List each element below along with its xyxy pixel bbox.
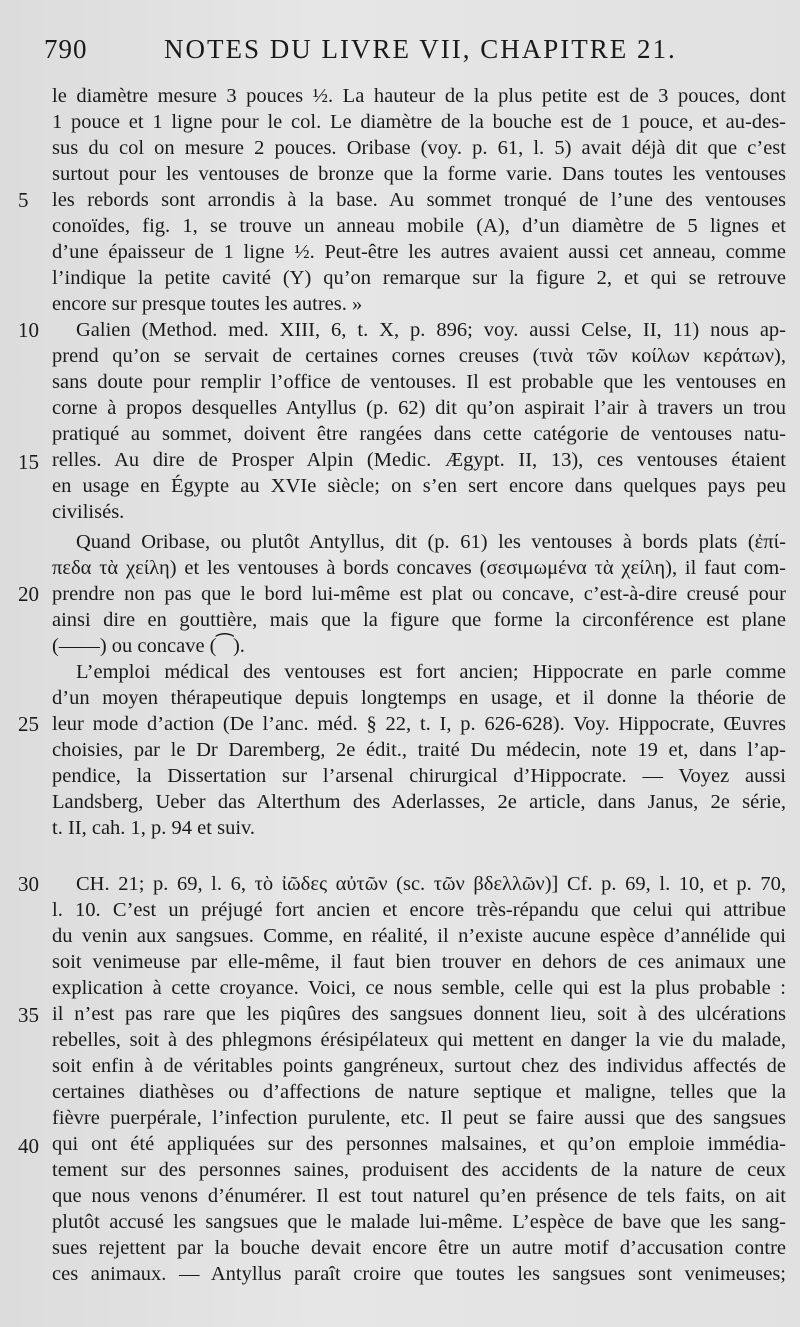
- text-line: d’un moyen thérapeutique depuis longtemps en usage, et il donne la théorie de: [52, 687, 786, 709]
- running-title: NOTES DU LIVRE VII, CHAPITRE 21.: [164, 34, 677, 64]
- text-line: ainsi dire en gouttière, mais que la figure que forme la circonférence est plane: [52, 609, 786, 631]
- text-line: corne à propos desquelles Antyllus (p. 62) dit qu’on aspirait l’air à travers un trou: [52, 397, 786, 419]
- text-line: t. II, cah. 1, p. 94 et suiv.: [52, 817, 256, 839]
- text-line: en usage en Égypte au XVIe siècle; on s’en sert encore dans quelques pays peu: [52, 475, 786, 497]
- text-line: sans doute pour remplir l’office de ventouses. Il est probable que les ventouses en: [52, 371, 786, 393]
- text-line: Galien (Method. med. XIII, 6, t. X, p. 896; voy. aussi Celse, II, 11) nous ap-: [76, 319, 786, 341]
- text-line: pendice, la Dissertation sur l’arsenal chirurgical d’Hippocrate. — Voyez aussi: [52, 765, 786, 787]
- text-line: fièvre puerpérale, l’infection purulente, etc. Il peut se faire aussi que des sangsues: [52, 1107, 786, 1129]
- text-line: πεδα τὰ χείλη) et les ventouses à bords concaves (σεσιμωμένα τὰ χείλη), il faut com-: [52, 557, 786, 579]
- line-number: 20: [18, 582, 39, 606]
- text-line: 1 pouce et 1 ligne pour le col. Le diamètre de la bouche est de 1 pouce, et au-des-: [52, 111, 786, 133]
- text-line: que nous venons d’énumérer. Il est tout naturel qu’en présence de tels faits, on ait: [52, 1185, 786, 1207]
- text-line: pratiqué au sommet, doivent être rangées dans cette catégorie de ventouses natu-: [52, 423, 786, 445]
- text-line: ces animaux. — Antyllus paraît croire que toutes les sangsues sont venimeuses;: [52, 1263, 786, 1285]
- text-line: du venin aux sangsues. Comme, en réalité, il n’existe aucune espèce d’annélide qui: [52, 925, 786, 947]
- text-line: prend qu’on se servait de certaines cornes creuses (τινὰ τῶν κοίλων κεράτων),: [52, 345, 786, 367]
- line-number: 10: [18, 318, 39, 342]
- text-line: l. 10. C’est un préjugé fort ancien et encore très-répandu que celui qui attribue: [52, 899, 786, 921]
- text-line: l’indique la petite cavité (Y) qu’on remarque sur la figure 2, et qui se retrouve: [52, 267, 786, 289]
- text-line: leur mode d’action (De l’anc. méd. § 22, t. I, p. 626-628). Voy. Hippocrate, Œuvres: [52, 713, 786, 735]
- line-number: 30: [18, 872, 39, 896]
- text-line: le diamètre mesure 3 pouces ½. La hauteur de la plus petite est de 3 pouces, dont: [52, 85, 786, 107]
- text-line: certaines diathèses ou d’affections de nature septique et maligne, telles que la: [52, 1081, 786, 1103]
- text-line: choisies, par le Dr Daremberg, 2e édit., traité Du médecin, note 19 et, dans l’ap-: [52, 739, 786, 761]
- text-line: Landsberg, Ueber das Alterthum des Aderlasses, 2e article, dans Janus, 2e série,: [52, 791, 786, 813]
- text-line: civilisés.: [52, 501, 125, 523]
- line-number: 15: [18, 450, 39, 474]
- text-line: Quand Oribase, ou plutôt Antyllus, dit (p. 61) les ventouses à bords plats (ἐπί-: [76, 531, 786, 553]
- text-line: L’emploi médical des ventouses est fort ancien; Hippocrate en parle comme: [76, 661, 786, 683]
- text-line: il n’est pas rare que les piqûres des sangsues donnent lieu, soit à des ulcérations: [52, 1003, 786, 1025]
- text-line: soit enfin à de véritables points gangréneux, surtout chez des individus affectés de: [52, 1055, 786, 1077]
- text-line: relles. Au dire de Prosper Alpin (Medic. Ægypt. II, 13), ces ventouses étaient: [52, 449, 786, 471]
- text-line: surtout pour les ventouses de bronze que la forme varie. Dans toutes les ventouses: [52, 163, 786, 185]
- text-line: les rebords sont arrondis à la base. Au sommet tronqué de l’une des ventouses: [52, 189, 786, 211]
- text-line: sues rejettent par la bouche devait encore être un autre motif d’accusation contre: [52, 1237, 786, 1259]
- text-line: (——) ou concave (⁀).: [52, 635, 245, 657]
- text-line: CH. 21; p. 69, l. 6, τὸ ἰῶδες αὐτῶν (sc. τῶν βδελλῶν)] Cf. p. 69, l. 10, et p. 70,: [76, 873, 786, 895]
- text-line: sus du col on mesure 2 pouces. Oribase (voy. p. 61, l. 5) avait déjà dit que c’est: [52, 137, 786, 159]
- page-number: 790: [44, 34, 88, 64]
- text-line: d’une épaisseur de 1 ligne ½. Peut-être les autres avaient aussi cet anneau, comme: [52, 241, 786, 263]
- text-line: tement sur des personnes saines, produisent des accidents de la nature de ceux: [52, 1159, 786, 1181]
- text-line: soit venimeuse par elle-même, il faut bien trouver en dehors de ces animaux une: [52, 951, 786, 973]
- text-line: plutôt accusé les sangsues que le malade lui-même. L’espèce de bave que les sang-: [52, 1211, 786, 1233]
- line-number: 5: [18, 188, 29, 212]
- text-line: rebelles, soit à des phlegmons érésipélateux qui mettent en danger la vie du malade,: [52, 1029, 786, 1051]
- line-number: 35: [18, 1003, 39, 1027]
- text-line: conoïdes, fig. 1, se trouve un anneau mobile (A), d’un diamètre de 5 lignes et: [52, 215, 786, 237]
- text-line: prendre non pas que le bord lui-même est plat ou concave, c’est-à-dire creusé pour: [52, 583, 786, 605]
- text-line: explication à cette croyance. Voici, ce nous semble, celle qui est la plus probable :: [52, 977, 786, 999]
- line-number: 25: [18, 712, 39, 736]
- line-number: 40: [18, 1134, 39, 1158]
- running-header: [44, 28, 780, 68]
- text-line: qui ont été appliquées sur des personnes malsaines, et qu’on emploie immédia-: [52, 1133, 786, 1155]
- text-line: encore sur presque toutes les autres. »: [52, 293, 363, 315]
